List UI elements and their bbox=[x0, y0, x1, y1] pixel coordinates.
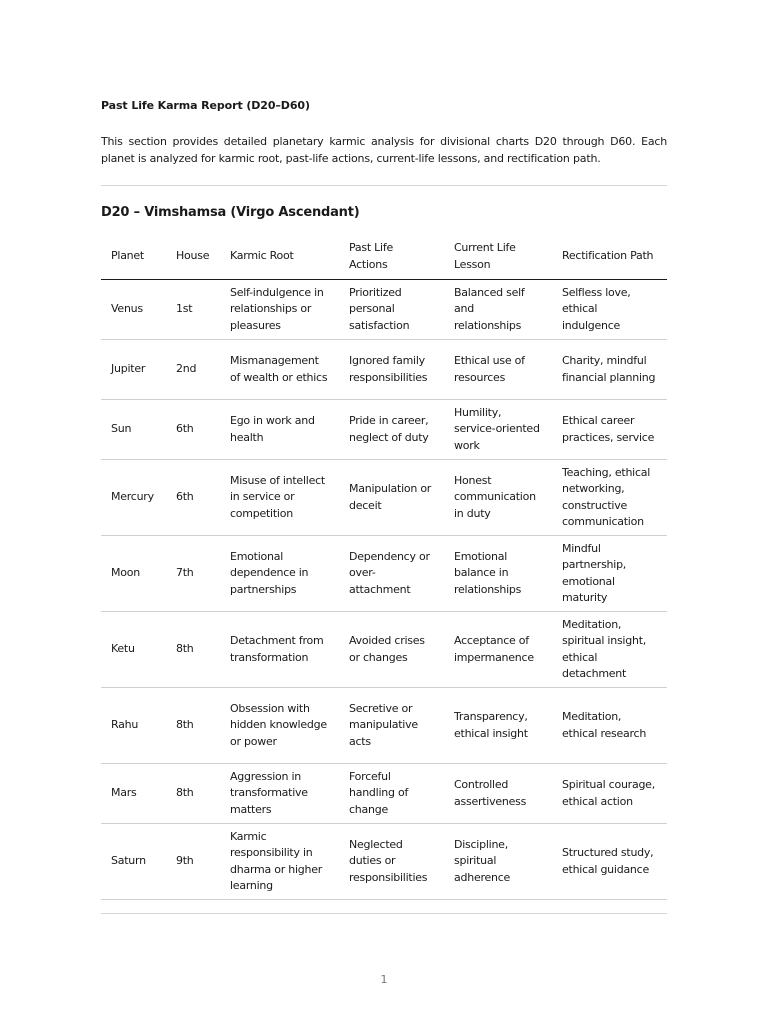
table-row bbox=[101, 824, 667, 900]
cell-rectification-path: Mindful partnership, emotional maturity bbox=[552, 536, 667, 612]
cell-karmic-root: Emotional dependence in partnerships bbox=[220, 536, 339, 612]
cell-current-life-lesson: Controlled assertiveness bbox=[444, 764, 552, 824]
table-row bbox=[101, 612, 667, 688]
cell-karmic-root: Karmic responsibility in dharma or higher learning bbox=[220, 824, 339, 900]
cell-current-life-lesson: Discipline, spiritual adherence bbox=[444, 824, 552, 900]
cell-past-life-actions: Ignored family responsibilities bbox=[339, 340, 444, 400]
cell-current-life-lesson: Acceptance of impermanence bbox=[444, 612, 552, 688]
cell-rectification-path: Charity, mindful financial planning bbox=[552, 340, 667, 400]
cell-past-life-actions: Manipulation or deceit bbox=[339, 460, 444, 536]
cell-past-life-actions: Prioritized personal satisfaction bbox=[339, 280, 444, 340]
cell-karmic-root: Detachment from transformation bbox=[220, 612, 339, 688]
cell-house: 8th bbox=[166, 764, 220, 824]
section-heading: D20 – Vimshamsa (Virgo Ascendant) bbox=[101, 205, 360, 220]
cell-karmic-root: Mismanagement of wealth or ethics bbox=[220, 340, 339, 400]
table-row bbox=[101, 400, 667, 460]
cell-past-life-actions: Secretive or manipulative acts bbox=[339, 688, 444, 764]
cell-house: 2nd bbox=[166, 340, 220, 400]
header-rectification-path: Rectification Path bbox=[552, 236, 667, 280]
cell-current-life-lesson: Honest communication in duty bbox=[444, 460, 552, 536]
cell-house: 7th bbox=[166, 536, 220, 612]
table-row bbox=[101, 340, 667, 400]
divider-bottom bbox=[101, 913, 667, 914]
cell-planet: Venus bbox=[101, 280, 166, 340]
cell-past-life-actions: Avoided crises or changes bbox=[339, 612, 444, 688]
cell-planet: Mercury bbox=[101, 460, 166, 536]
divider-top bbox=[101, 185, 667, 186]
page-number: 1 bbox=[380, 973, 388, 986]
header-current-life-lesson: Current Life Lesson bbox=[444, 236, 552, 280]
cell-current-life-lesson: Balanced self and relationships bbox=[444, 280, 552, 340]
header-past-life-actions: Past Life Actions bbox=[339, 236, 444, 280]
cell-house: 1st bbox=[166, 280, 220, 340]
table-header-row bbox=[101, 236, 667, 280]
cell-rectification-path: Meditation, ethical research bbox=[552, 688, 667, 764]
cell-rectification-path: Structured study, ethical guidance bbox=[552, 824, 667, 900]
cell-karmic-root: Ego in work and health bbox=[220, 400, 339, 460]
cell-planet: Jupiter bbox=[101, 340, 166, 400]
cell-karmic-root: Misuse of intellect in service or competition bbox=[220, 460, 339, 536]
cell-karmic-root: Self-indulgence in relationships or pleasures bbox=[220, 280, 339, 340]
cell-house: 6th bbox=[166, 400, 220, 460]
cell-rectification-path: Meditation, spiritual insight, ethical detachment bbox=[552, 612, 667, 688]
header-planet: Planet bbox=[101, 236, 166, 280]
cell-current-life-lesson: Emotional balance in relationships bbox=[444, 536, 552, 612]
cell-current-life-lesson: Ethical use of resources bbox=[444, 340, 552, 400]
cell-house: 8th bbox=[166, 612, 220, 688]
cell-planet: Moon bbox=[101, 536, 166, 612]
cell-planet: Rahu bbox=[101, 688, 166, 764]
karma-table bbox=[101, 236, 667, 900]
cell-rectification-path: Ethical career practices, service bbox=[552, 400, 667, 460]
cell-planet: Sun bbox=[101, 400, 166, 460]
intro-paragraph: This section provides detailed planetary karmic analysis for divisional charts D20 through D60. Each planet is analyzed for karmic root, past-life actions, current-life lessons, and rectification path. bbox=[101, 135, 667, 165]
cell-rectification-path: Teaching, ethical networking, constructive communication bbox=[552, 460, 667, 536]
table-row bbox=[101, 688, 667, 764]
table-row bbox=[101, 764, 667, 824]
cell-karmic-root: Obsession with hidden knowledge or power bbox=[220, 688, 339, 764]
cell-past-life-actions: Dependency or over-attachment bbox=[339, 536, 444, 612]
cell-past-life-actions: Neglected duties or responsibilities bbox=[339, 824, 444, 900]
cell-current-life-lesson: Humility, service-oriented work bbox=[444, 400, 552, 460]
cell-house: 8th bbox=[166, 688, 220, 764]
cell-planet: Ketu bbox=[101, 612, 166, 688]
table-row bbox=[101, 460, 667, 536]
cell-karmic-root: Aggression in transformative matters bbox=[220, 764, 339, 824]
cell-current-life-lesson: Transparency, ethical insight bbox=[444, 688, 552, 764]
cell-planet: Mars bbox=[101, 764, 166, 824]
cell-rectification-path: Selfless love, ethical indulgence bbox=[552, 280, 667, 340]
cell-planet: Saturn bbox=[101, 824, 166, 900]
report-title: Past Life Karma Report (D20–D60) bbox=[101, 99, 310, 112]
cell-rectification-path: Spiritual courage, ethical action bbox=[552, 764, 667, 824]
cell-past-life-actions: Pride in career, neglect of duty bbox=[339, 400, 444, 460]
cell-house: 6th bbox=[166, 460, 220, 536]
header-house: House bbox=[166, 236, 220, 280]
table-row bbox=[101, 280, 667, 340]
header-karmic-root: Karmic Root bbox=[220, 236, 339, 280]
cell-past-life-actions: Forceful handling of change bbox=[339, 764, 444, 824]
cell-house: 9th bbox=[166, 824, 220, 900]
table-row bbox=[101, 536, 667, 612]
